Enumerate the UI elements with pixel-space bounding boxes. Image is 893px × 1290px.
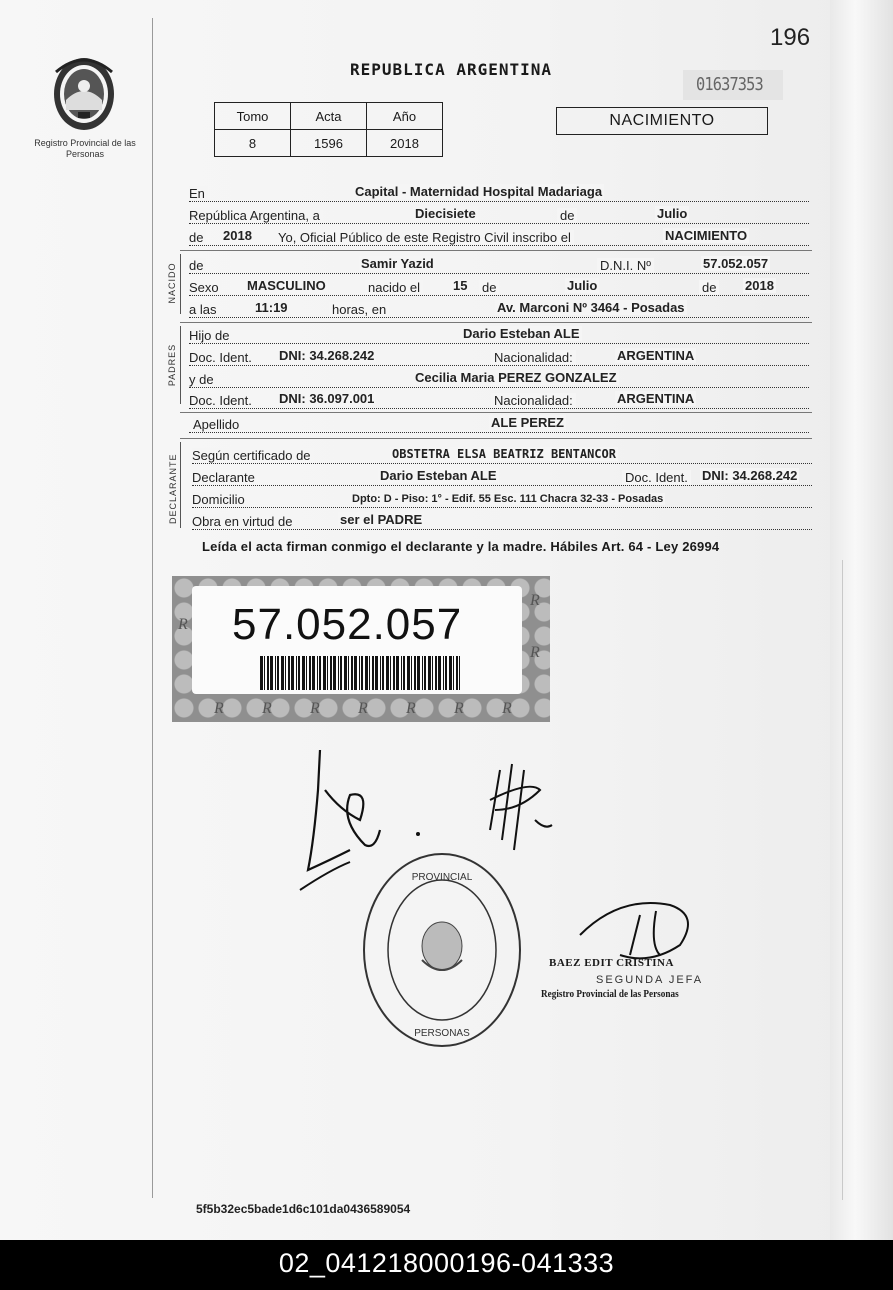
separator-padres [180, 322, 812, 323]
row-sex-birthdate [189, 278, 809, 296]
label-hijo-de: Hijo de [189, 328, 232, 343]
row-father-doc [189, 348, 809, 366]
right-margin-line [842, 560, 843, 1200]
value-apellido: ALE PEREZ [491, 415, 564, 430]
label-de-birth-year: de [699, 280, 719, 295]
section-label-padres: PADRES [167, 343, 177, 387]
value-declarant: Dario Esteban ALE [380, 468, 497, 483]
registry-value-anio: 2018 [367, 130, 443, 157]
value-father-nat: ARGENTINA [617, 348, 695, 363]
document-hash: 5f5b32ec5bade1d6c101da0436589054 [196, 1202, 411, 1216]
registry-value-acta: 1596 [291, 130, 367, 157]
registry-value-tomo: 8 [215, 130, 291, 157]
label-apellido: Apellido [193, 417, 242, 432]
security-glyph-bottom-5: R [406, 700, 416, 717]
value-birth-time: 11:19 [255, 300, 288, 315]
label-sexo: Sexo [189, 280, 222, 295]
label-de-month: de [479, 280, 499, 295]
clerk-name: BAEZ EDIT CRISTINA [549, 957, 674, 969]
label-mother-nat: Nacionalidad: [491, 393, 576, 408]
bracket-padres [180, 326, 181, 404]
document-title: REPUBLICA ARGENTINA [350, 60, 553, 79]
closing-statement: Leída el acta firman conmigo el declarante y la madre. Hábiles Art. 64 - Ley 26994 [202, 539, 720, 554]
row-obra [192, 512, 812, 530]
left-margin-line [152, 18, 153, 1198]
value-birth-year: 2018 [745, 278, 774, 293]
security-glyph-right-top: R [530, 592, 540, 609]
registry-table [214, 102, 443, 157]
label-de-year: de [189, 230, 206, 245]
label-declarant-doc: Doc. Ident. [622, 470, 691, 485]
label-de-name: de [189, 258, 206, 273]
separator-apellido [180, 412, 812, 413]
value-place: Capital - Maternidad Hospital Madariaga [355, 184, 603, 199]
value-certificate: OBSTETRA ELSA BEATRIZ BENTANCOR [392, 447, 616, 461]
value-domicile: Dpto: D - Piso: 1° - Edif. 55 Esc. 111 Chacra 32-33 - Posadas [352, 493, 664, 505]
row-declarant [192, 468, 812, 486]
label-republic: República Argentina, a [189, 208, 323, 223]
row-place [189, 184, 809, 202]
label-domicile: Domicilio [192, 492, 248, 507]
act-type-box: NACIMIENTO [556, 107, 768, 135]
footer-document-id: 02_041218000196-041333 [278, 1248, 615, 1278]
value-mother-nat: ARGENTINA [617, 391, 695, 406]
label-mother-doc: Doc. Ident. [189, 393, 255, 408]
value-month: Julio [657, 206, 688, 221]
dni-sticker-label [192, 586, 522, 694]
label-de: de [557, 208, 577, 223]
value-sexo: MASCULINO [247, 278, 326, 293]
row-date [189, 206, 809, 224]
label-official-text: Yo, Oficial Público de este Registro Civil inscribo el [275, 230, 574, 245]
serial-number: 01637353 [696, 74, 763, 95]
value-mother-doc: DNI: 36.097.001 [279, 391, 375, 406]
barcode-icon [260, 656, 460, 690]
label-dni: D.N.I. Nº [597, 258, 654, 273]
clerk-office: Registro Provincial de las Personas [541, 989, 679, 1000]
label-declarant: Declarante [192, 470, 258, 485]
value-newborn-name: Samir Yazid [361, 256, 434, 271]
security-glyph-bottom-3: R [310, 700, 320, 717]
section-label-nacido: NACIDO [167, 262, 177, 304]
row-time-place [189, 300, 809, 318]
page-edge-shadow [830, 0, 893, 1240]
registry-name: Registro Provincial de las Personas [34, 138, 136, 159]
row-domicile [192, 490, 812, 508]
row-mother-doc [189, 391, 809, 409]
separator-nacido [180, 250, 812, 251]
value-act: NACIMIENTO [665, 228, 748, 243]
value-father-doc: DNI: 34.268.242 [279, 348, 375, 363]
label-born: nacido el [365, 280, 423, 295]
value-mother-name: Cecilia Maria PEREZ GONZALEZ [415, 370, 617, 385]
security-glyph-bottom-1: R [214, 700, 224, 717]
row-official [189, 228, 809, 246]
value-year: 2018 [223, 228, 252, 243]
security-glyph-right-mid: R [530, 644, 540, 661]
row-certificate [192, 446, 812, 464]
label-en: En [189, 186, 208, 201]
value-obra: ser el PADRE [340, 512, 423, 527]
separator-declarante [180, 438, 812, 439]
value-birth-day: 15 [453, 278, 468, 293]
label-certificate: Según certificado de [192, 448, 314, 463]
value-birth-month: Julio [567, 278, 598, 293]
row-newborn-name [189, 256, 809, 274]
registry-header-tomo: Tomo [215, 103, 291, 130]
security-glyph-bottom-6: R [454, 700, 464, 717]
svg-text:PERSONAS: PERSONAS [414, 1028, 470, 1039]
security-glyph-bottom-2: R [262, 700, 272, 717]
value-newborn-dni: 57.052.057 [703, 256, 769, 271]
label-a-las: a las [189, 302, 219, 317]
official-seal-icon [358, 850, 526, 1050]
row-apellido [189, 415, 809, 433]
value-father-name: Dario Esteban ALE [463, 326, 580, 341]
page-number: 196 [770, 24, 811, 51]
registry-header-anio: Año [367, 103, 443, 130]
security-glyph-bottom-4: R [358, 700, 368, 717]
svg-text:PROVINCIAL: PROVINCIAL [411, 872, 473, 883]
security-glyph-left: R [178, 616, 188, 633]
label-obra: Obra en virtud de [192, 514, 295, 529]
dni-sticker [172, 576, 550, 722]
sticker-dni-number: 57.052.057 [232, 600, 463, 649]
bracket-declarante [180, 442, 181, 528]
row-father [189, 326, 809, 344]
label-father-nat: Nacionalidad: [491, 350, 576, 365]
value-declarant-doc: DNI: 34.268.242 [702, 468, 798, 483]
security-glyph-bottom-7: R [502, 700, 512, 717]
province-emblem-icon [48, 52, 120, 134]
value-birth-address: Av. Marconi Nº 3464 - Posadas [497, 300, 685, 315]
registry-header-acta: Acta [291, 103, 367, 130]
section-label-declarante: DECLARANTE [168, 453, 178, 524]
label-y-de: y de [189, 372, 217, 387]
label-father-doc: Doc. Ident. [189, 350, 255, 365]
bracket-nacido [180, 254, 181, 314]
label-horas: horas, en [329, 302, 389, 317]
clerk-role: SEGUNDA JEFA [596, 974, 704, 986]
value-day-words: Diecisiete [415, 206, 476, 221]
row-mother [189, 370, 809, 388]
